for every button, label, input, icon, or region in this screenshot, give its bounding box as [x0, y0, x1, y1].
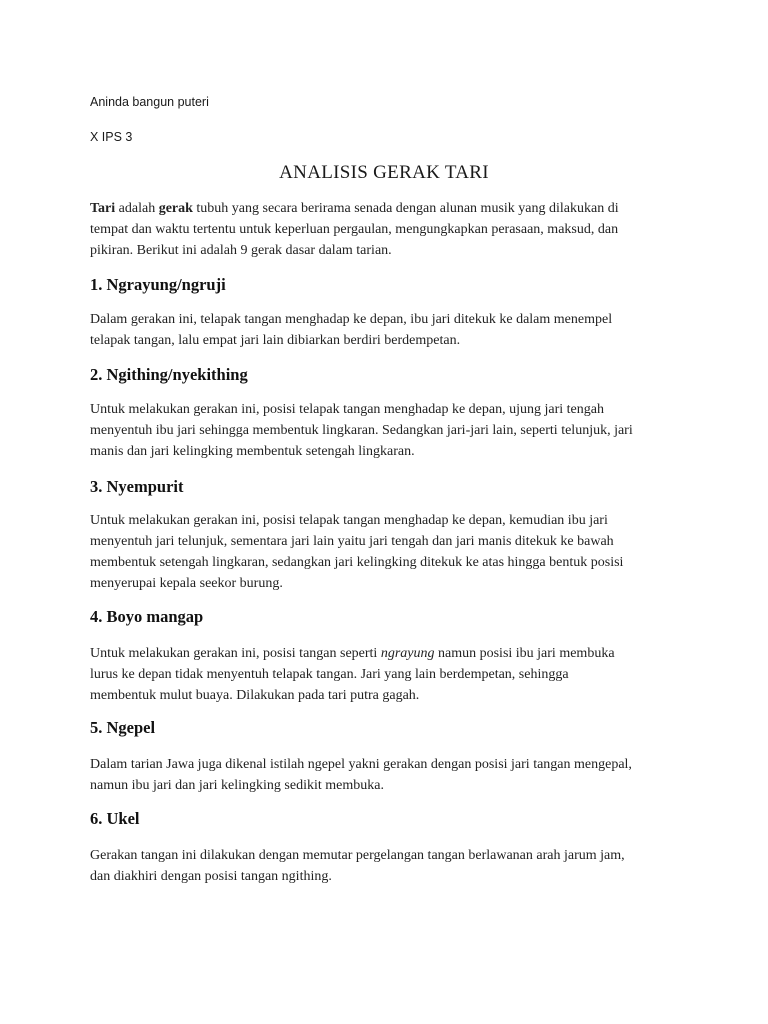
body-line: Untuk melakukan gerakan ini, posisi telapak tangan menghadap ke depan, ujung jari tengah [90, 402, 604, 417]
body-line: menyentuh ibu jari sehingga membentuk lingkaran. Sedangkan jari-jari lain, seperti telunjuk, jari [90, 423, 633, 438]
section-body-ukel [90, 845, 690, 887]
intro-term-tari: Tari [90, 201, 116, 216]
body-line: Dalam tarian Jawa juga dikenal istilah ngepel yakni gerakan dengan posisi jari tangan mengepal, [90, 757, 632, 772]
intro-line-1 [90, 198, 690, 219]
body-line: lurus ke depan tidak menyentuh telapak tangan. Jari yang lain berdempetan, sehingga [90, 667, 569, 682]
author-name: Aninda bangun puteri [90, 95, 209, 109]
intro-term-gerak: gerak [158, 201, 193, 216]
body-line: membentuk mulut buaya. Dilakukan pada tari putra gagah. [90, 688, 420, 703]
body-line: telapak tangan, lalu empat jari lain dibiarkan berdiri berdempetan. [90, 333, 461, 348]
body-line: Dalam gerakan ini, telapak tangan menghadap ke depan, ibu jari ditekuk ke dalam menempel [90, 312, 613, 327]
intro-paragraph [90, 198, 690, 261]
body-line: Gerakan tangan ini dilakukan dengan memutar pergelangan tangan berlawanan arah jarum jam, [90, 848, 625, 863]
section-heading-ngrayung: 1. Ngrayung/ngruji [90, 275, 226, 294]
body-line: membentuk setengah lingkaran, sedangkan jari kelingking ditekuk ke atas hingga bentuk posisi [90, 555, 624, 570]
intro-text-1: adalah [115, 201, 159, 216]
section-heading-ngepel: 5. Ngepel [90, 718, 156, 737]
body-line: manis dan jari kelingking membentuk setengah lingkaran. [90, 444, 415, 459]
intro-text-2: tubuh yang secara berirama senada dengan alunan musik yang dilakukan di [192, 201, 619, 216]
section-heading-boyo-mangap: 4. Boyo mangap [90, 607, 204, 626]
section-heading-nyempurit: 3. Nyempurit [90, 477, 184, 496]
body-line: dan diakhiri dengan posisi tangan ngithing. [90, 869, 332, 884]
emphasis-ngrayung: ngrayung [380, 646, 435, 661]
intro-line-3: pikiran. Berikut ini adalah 9 gerak dasar dalam tarian. [90, 243, 392, 258]
body-line [90, 643, 690, 664]
section-body-nyempurit [90, 510, 690, 594]
body-line: menyerupai kepala seekor burung. [90, 576, 283, 591]
body-text: namun posisi ibu jari membuka [434, 646, 615, 661]
body-line: namun ibu jari dan jari kelingking sedikit membuka. [90, 778, 384, 793]
section-body-ngrayung [90, 309, 690, 351]
body-line: Untuk melakukan gerakan ini, posisi telapak tangan menghadap ke depan, kemudian ibu jari [90, 513, 608, 528]
class-label: X IPS 3 [90, 130, 133, 144]
section-heading-ukel: 6. Ukel [90, 809, 140, 828]
intro-line-2: tempat dan waktu tertentu untuk keperluan pergaulan, mengungkapkan perasaan, maksud, dan [90, 222, 619, 237]
section-body-ngithing [90, 399, 690, 462]
body-text: Untuk melakukan gerakan ini, posisi tangan seperti [90, 646, 381, 661]
section-heading-ngithing: 2. Ngithing/nyekithing [90, 365, 248, 384]
section-body-ngepel [90, 754, 690, 796]
document-title: ANALISIS GERAK TARI [279, 162, 489, 183]
body-line: menyentuh jari telunjuk, sementara jari lain yaitu jari tengah dan jari manis ditekuk ke bawah [90, 534, 614, 549]
section-body-boyo-mangap [90, 643, 690, 706]
